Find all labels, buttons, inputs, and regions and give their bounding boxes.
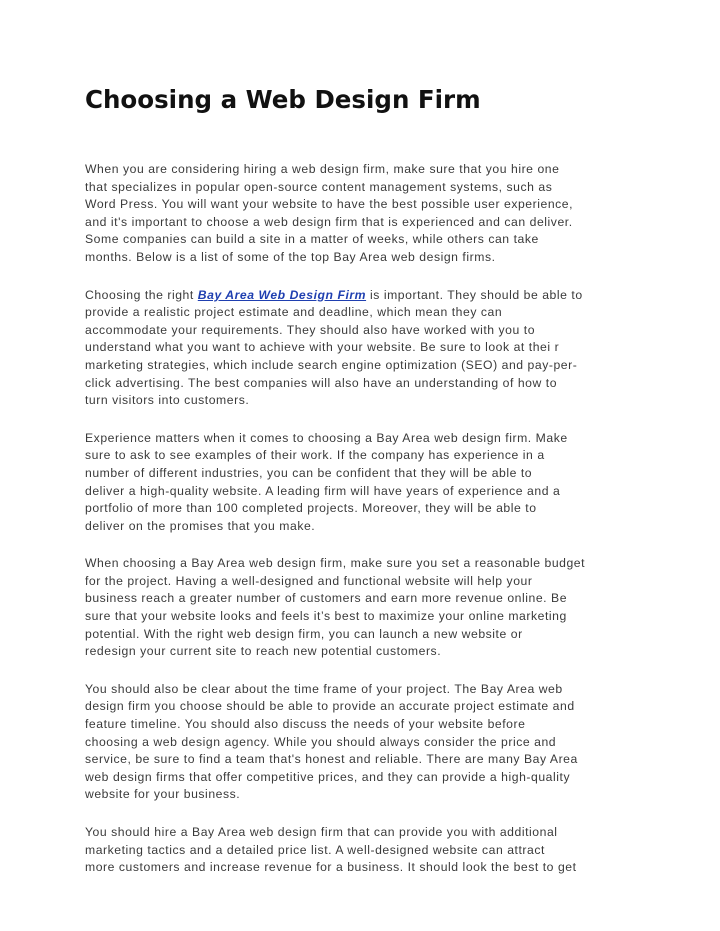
text-line: that specializes in popular open-source content management systems, such as (85, 179, 553, 194)
text-line: service, be sure to find a team that's honest and reliable. There are many Bay Area (85, 752, 578, 767)
article-body (85, 161, 645, 897)
text-line: provide a realistic project estimate and deadline, which mean they can (85, 305, 503, 320)
paragraph-budget (85, 555, 645, 661)
text-line: feature timeline. You should also discuss the needs of your website before (85, 717, 526, 732)
text-line: understand what you want to achieve with your website. Be sure to look at thei r (85, 340, 560, 355)
text-line: website for your business. (85, 787, 241, 802)
text-line: turn visitors into customers. (85, 393, 250, 408)
text-line: web design firms that offer competitive prices, and they can provide a high-quality (85, 769, 571, 784)
text-line: accommodate your requirements. They should also have worked with you to (85, 322, 536, 337)
bay-area-web-design-firm-link[interactable]: Bay Area Web Design Firm (197, 287, 367, 302)
paragraph-time-frame (85, 681, 645, 804)
text-line: redesign your current site to reach new potential customers. (85, 644, 442, 659)
text-line: more customers and increase revenue for a business. It should look the best to get (85, 860, 577, 875)
text-after-link: is important. They should be able to (366, 287, 583, 302)
text-line: You should hire a Bay Area web design firm that can provide you with additional (85, 825, 558, 839)
paragraph-marketing-tactics (85, 824, 645, 877)
text-line: Experience matters when it comes to choosing a Bay Area web design firm. Make (85, 430, 568, 445)
text-line: When choosing a Bay Area web design firm, make sure you set a reasonable budget (85, 556, 586, 571)
text-line (85, 287, 645, 305)
text-line: for the project. Having a well-designed and functional website will help your (85, 573, 533, 588)
text-line: design firm you choose should be able to provide an accurate project estimate and (85, 699, 575, 714)
paragraph-choosing-right (85, 287, 645, 410)
text-line: months. Below is a list of some of the top Bay Area web design firms. (85, 249, 496, 264)
text-line: Some companies can build a site in a matter of weeks, while others can take (85, 232, 539, 247)
text-line: marketing tactics and a detailed price list. A well-designed website can attract (85, 842, 545, 857)
text-line: deliver a high-quality website. A leading firm will have years of experience and a (85, 483, 561, 498)
text-line: number of different industries, you can be confident that they will be able to (85, 465, 533, 480)
text-line: sure that your website looks and feels it’s best to maximize your online marketing (85, 609, 567, 624)
text-line: When you are considering hiring a web design firm, make sure that you hire one (85, 162, 560, 176)
text-line: and it's important to choose a web design firm that is experienced and can deliver. (85, 214, 573, 229)
text-line: choosing a web design agency. While you should always consider the price and (85, 734, 557, 749)
text-line: marketing strategies, which include search engine optimization (SEO) and pay-per- (85, 357, 578, 372)
text-line: click advertising. The best companies will also have an understanding of how to (85, 375, 558, 390)
text-line: You should also be clear about the time frame of your project. The Bay Area web (85, 681, 563, 696)
text-line: Word Press. You will want your website to have the best possible user experience, (85, 197, 574, 212)
text-line: deliver on the promises that you make. (85, 518, 316, 533)
paragraph-intro (85, 161, 645, 267)
text-line: sure to ask to see examples of their work. If the company has experience in a (85, 448, 545, 463)
page-title: Choosing a Web Design Firm (85, 85, 481, 114)
text-line: potential. With the right web design firm, you can launch a new website or (85, 626, 523, 641)
paragraph-experience (85, 430, 645, 536)
text-before-link: Choosing the right (85, 287, 198, 302)
text-line: portfolio of more than 100 completed projects. Moreover, they will be able to (85, 501, 537, 516)
text-line: business reach a greater number of customers and earn more revenue online. Be (85, 591, 568, 606)
